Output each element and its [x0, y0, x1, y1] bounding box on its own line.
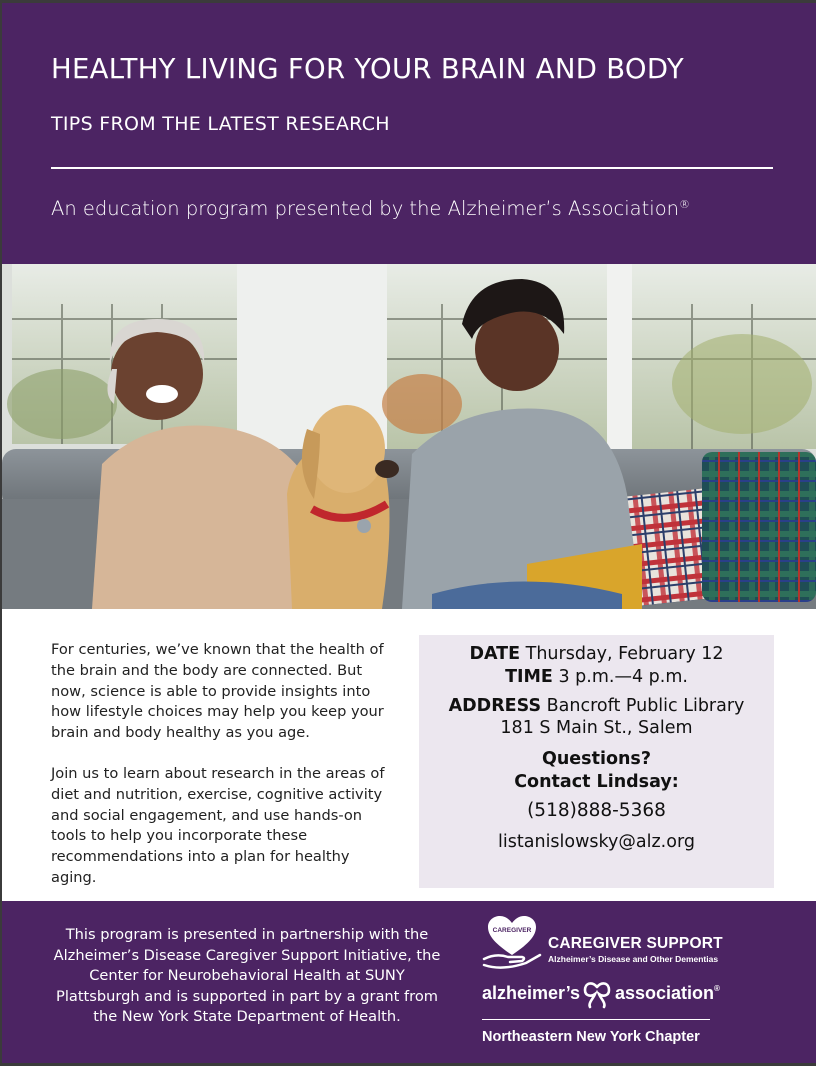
- contact-name: Contact Lindsay:: [514, 772, 679, 792]
- footer-banner: [2, 901, 816, 1063]
- page-title: HEALTHY LIVING FOR YOUR BRAIN AND BODY: [51, 53, 684, 85]
- header-divider: [51, 167, 773, 169]
- date-label: DATE: [469, 644, 521, 664]
- intro-paragraph-2: Join us to learn about research in the areas of diet and nutrition, exercise, cognitive activity and social engagement, and use hands-on tools to help you incorporate these recommendations into a plan for healthy aging.: [51, 764, 385, 886]
- alzheimers-purple-symbol-icon: [582, 981, 612, 1009]
- address-line-1: Bancroft Public Library: [546, 696, 745, 716]
- hero-photo-illustration: [2, 264, 816, 609]
- sponsor-logos: [476, 911, 796, 1056]
- hero-photo: [2, 264, 816, 609]
- address-row: [419, 696, 774, 716]
- chapter-name: Northeastern New York Chapter: [482, 1029, 700, 1045]
- flyer-page: [2, 3, 816, 1063]
- time-label: TIME: [505, 667, 553, 687]
- partnership-text: This program is presented in partnership with the Alzheimer’s Disease Caregiver Support Initiative, the Center for Neurobehavioral Health at SUNY Plattsburgh and is supported in part by a grant from the New York State Department of Health.: [53, 926, 441, 1026]
- logo-divider: [482, 1019, 710, 1020]
- tagline: [51, 197, 690, 220]
- address-line-2: 181 S Main St., Salem: [500, 718, 693, 738]
- alz-logo-word-1: alzheimer’s: [482, 983, 581, 1003]
- caregiver-heart-hand-icon: [482, 915, 542, 973]
- header-banner: [2, 3, 816, 264]
- tagline-text: An education program presented by the Alzheimer’s Association: [51, 197, 679, 220]
- caregiver-support-subtitle: Alzheimer’s Disease and Other Dementias: [548, 954, 719, 964]
- questions-heading: Questions?: [541, 749, 652, 769]
- caregiver-support-title: CAREGIVER SUPPORT: [548, 935, 723, 952]
- alz-registered-mark: ®: [714, 984, 720, 993]
- registered-mark: ®: [679, 198, 690, 211]
- date-value: Thursday, February 12: [525, 644, 724, 664]
- event-info-box: [419, 635, 774, 888]
- time-value: 3 p.m.—4 p.m.: [558, 667, 688, 687]
- intro-paragraph-1: For centuries, we’ve known that the health of the brain and the body are connected. But now, science is able to provide insights into how lifestyle choices may help you keep your brain and body healthy as you age.: [51, 641, 384, 742]
- alz-logo-word-2-text: association: [615, 983, 715, 1003]
- intro-text: [51, 640, 396, 889]
- contact-phone[interactable]: (518)888-5368: [527, 800, 666, 821]
- contact-email[interactable]: listanislowsky@alz.org: [498, 832, 695, 852]
- address-label: ADDRESS: [448, 696, 542, 716]
- date-row: [419, 644, 774, 664]
- page-subtitle: TIPS FROM THE LATEST RESEARCH: [51, 113, 390, 135]
- caregiver-mark-text: CAREGIVER: [492, 927, 532, 934]
- time-row: [419, 667, 774, 687]
- alzheimers-association-logo: [482, 981, 782, 1009]
- alz-logo-word-2: [615, 983, 720, 1004]
